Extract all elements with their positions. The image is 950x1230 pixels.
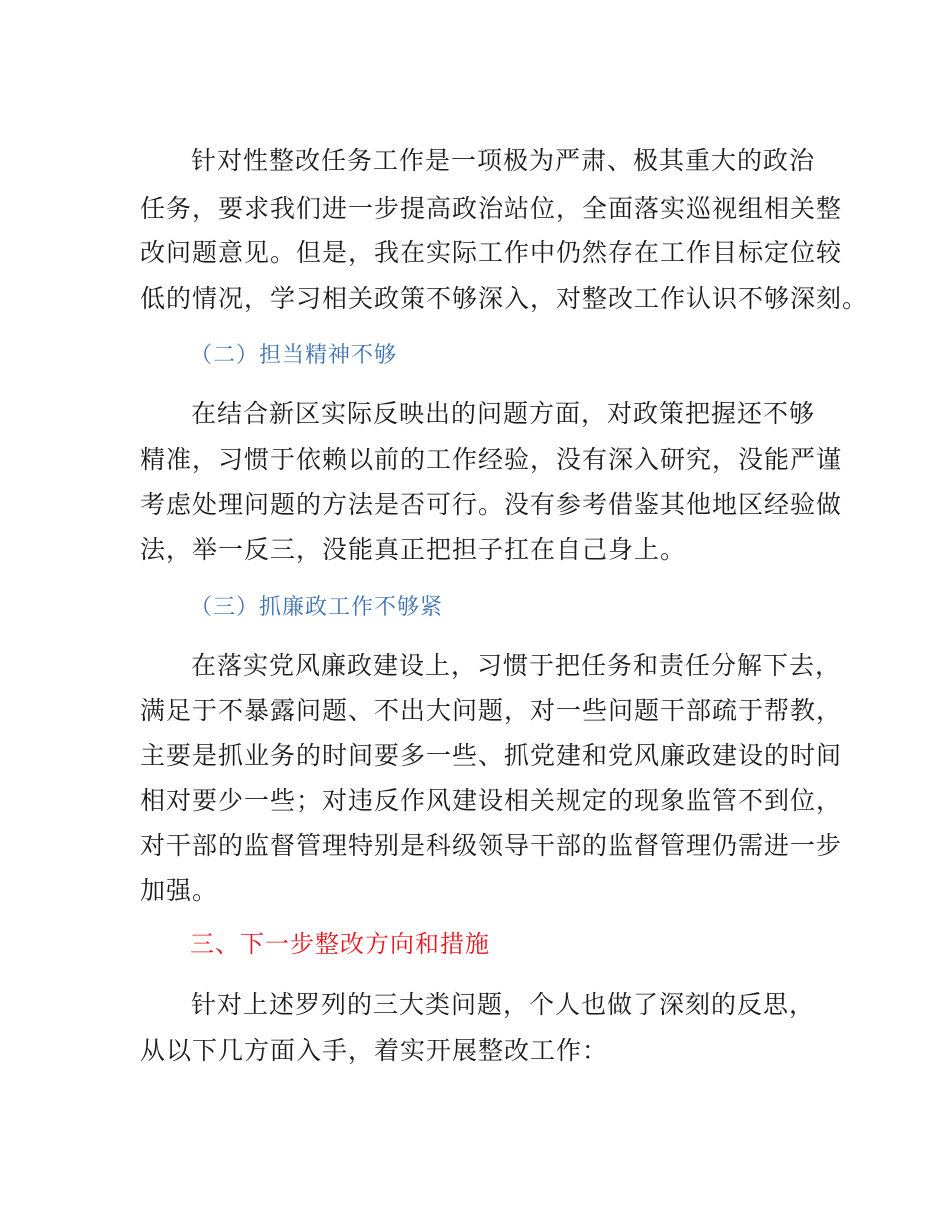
- paragraph-2-line-1: 在结合新区实际反映出的问题方面，对政策把握还不够: [191, 399, 816, 428]
- paragraph-1-line-3: 改问题意见。但是，我在实际工作中仍然存在工作目标定位较: [140, 238, 843, 267]
- paragraph-3-line-6: 加强。: [140, 876, 219, 905]
- paragraph-2-line-4: 法，举一反三，没能真正把担子扛在自己身上。: [140, 535, 687, 564]
- paragraph-2-line-3: 考虑处理问题的方法是否可行。没有参考借鉴其他地区经验做: [140, 490, 843, 519]
- sub-heading-3: （三）抓廉政工作不够紧: [190, 595, 444, 620]
- paragraph-3-line-1: 在落实党风廉政建设上，习惯于把任务和责任分解下去，: [191, 651, 842, 680]
- paragraph-1-line-1: 针对性整改任务工作是一项极为严肃、极其重大的政治: [191, 146, 816, 175]
- paragraph-4-line-1: 针对上述罗列的三大类问题，个人也做了深刻的反思，: [191, 990, 816, 1019]
- paragraph-3-line-2: 满足于不暴露问题、不出大问题，对一些问题干部疏于帮教，: [140, 696, 843, 725]
- paragraph-3-line-5: 对干部的监督管理特别是科级领导干部的监督管理仍需进一步: [140, 831, 843, 860]
- paragraph-2-line-2: 精准，习惯于依赖以前的工作经验，没有深入研究，没能严谨: [140, 445, 843, 474]
- paragraph-3-line-4: 相对要少一些；对违反作风建设相关规定的现象监管不到位，: [140, 786, 843, 815]
- paragraph-1-line-4: 低的情况，学习相关政策不够深入，对整改工作认识不够深刻。: [140, 284, 869, 313]
- paragraph-3-line-3: 主要是抓业务的时间要多一些、抓党建和党风廉政建设的时间: [140, 741, 843, 770]
- paragraph-1-line-2: 任务，要求我们进一步提高政治站位，全面落实巡视组相关整: [140, 194, 843, 223]
- sub-heading-2: （二）担当精神不够: [190, 343, 398, 368]
- paragraph-4-line-2: 从以下几方面入手，着实开展整改工作：: [140, 1036, 609, 1065]
- section-heading-3: 三、下一步整改方向和措施: [190, 930, 490, 958]
